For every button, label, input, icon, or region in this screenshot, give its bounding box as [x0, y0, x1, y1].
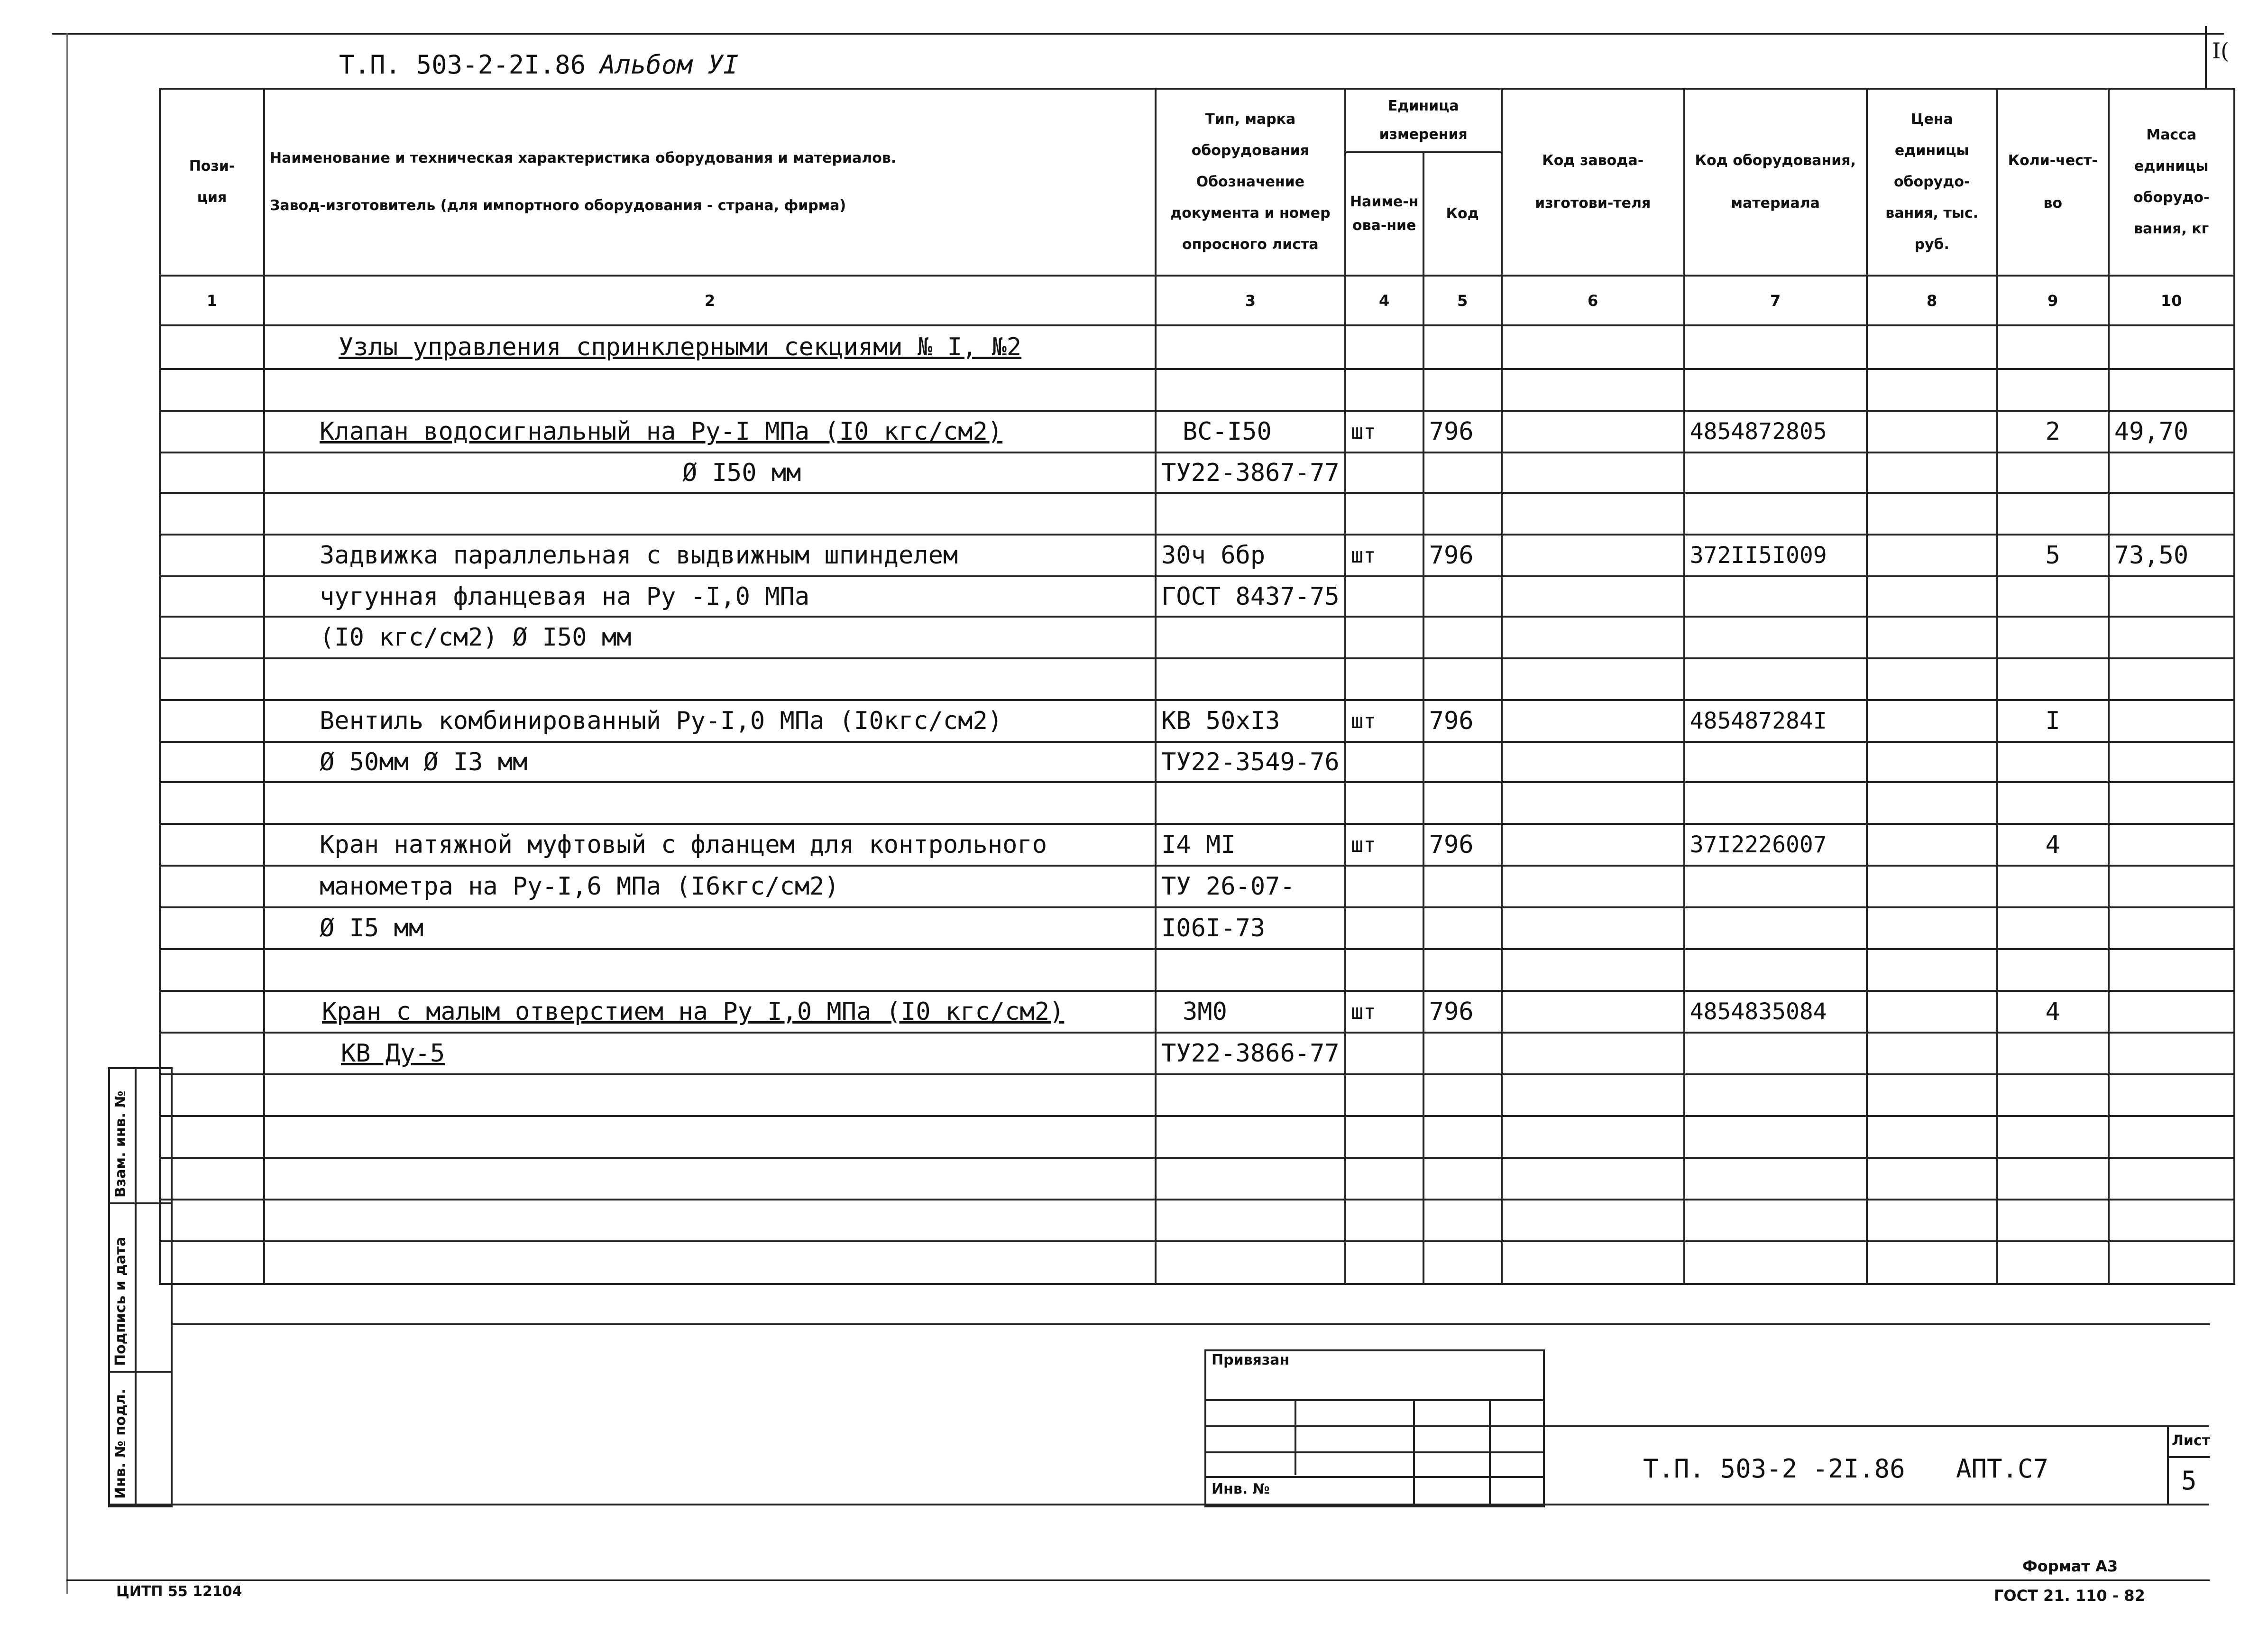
footer-gost: ГОСТ 21. 110 - 82: [1994, 1587, 2145, 1605]
footer-line: [66, 1579, 2210, 1581]
item2-unit: шт: [1345, 535, 1423, 576]
attached-row-1: [1204, 1399, 1543, 1401]
item3-qty: I: [1997, 700, 2109, 742]
side-divider-2: [108, 1371, 171, 1373]
table-row: [160, 535, 2234, 576]
table-row: [160, 369, 2234, 411]
item1-type: ВС-I50: [1156, 411, 1345, 452]
col-num-2: 2: [264, 276, 1156, 325]
table-row: [160, 700, 2234, 742]
item3-type: КВ 50хI3: [1156, 700, 1345, 742]
col-num-5: 5: [1423, 276, 1502, 325]
col-header-qty: Коли-чест-во: [1997, 89, 2109, 276]
item4-type: I4 МI: [1156, 824, 1345, 866]
table-row: [160, 824, 2234, 866]
spec-table: [159, 88, 2235, 1285]
table-row: [160, 658, 2234, 700]
col-num-10: 10: [2109, 276, 2234, 325]
col-num-8: 8: [1867, 276, 1997, 325]
item2-equip-code: 372II5I009: [1684, 535, 1867, 576]
item5-name-line1: Кран с малым отверстием на Ру I,0 МПа (I0 кгс/см2): [264, 991, 1156, 1033]
left-border: [66, 33, 68, 1594]
col-header-unit-group: Единица измерения Наиме-нова-ние Код: [1345, 89, 1502, 276]
table-row: [160, 866, 2234, 907]
table-row: [160, 493, 2234, 535]
item4-equip-code: 37I2226007: [1684, 824, 1867, 866]
attached-label: Привязан: [1212, 1352, 1290, 1368]
item1-doc: ТУ22-3867-77: [1156, 452, 1345, 493]
item5-type: 3М0: [1156, 991, 1345, 1033]
title-doc-code: Т.П. 503-2 -2I.86: [1643, 1454, 1905, 1484]
side-label-sign: Подпись и дата: [112, 1237, 129, 1366]
attached-row-4: [1204, 1476, 1543, 1478]
table-row: [160, 325, 2234, 369]
table-row: [160, 1241, 2234, 1284]
sheet-box-divider: [2167, 1456, 2210, 1458]
sheet-number: 5: [2181, 1466, 2197, 1496]
sheet-box-left: [2167, 1425, 2169, 1504]
col-header-pos: Пози- ция: [160, 89, 264, 276]
col-header-mass: Масса единицы оборудо-вания, кг: [2109, 89, 2234, 276]
item3-name-line2: Ø 50мм Ø I3 мм: [264, 742, 1156, 782]
attached-col-3: [1489, 1399, 1491, 1504]
col-num-1: 1: [160, 276, 264, 325]
table-bottom-line: [171, 1323, 2210, 1325]
table-row: [160, 452, 2234, 493]
item4-qty: 4: [1997, 824, 2109, 866]
attached-col-2: [1413, 1399, 1415, 1504]
col-number-row: [160, 276, 2234, 325]
item4-name-line1: Кран натяжной муфтовый с фланцем для контрольного: [264, 824, 1156, 866]
col-header-name: Наименование и техническая характеристика оборудования и материалов. Завод-изготовитель (для импортного оборудования - страна, фирма): [264, 89, 1156, 276]
attached-row-3: [1204, 1451, 1543, 1453]
item1-qty: 2: [1997, 411, 2109, 452]
item3-mass: [2109, 700, 2234, 742]
table-row: [160, 411, 2234, 452]
table-row: [160, 907, 2234, 949]
header-row: [160, 89, 2234, 276]
item2-qty: 5: [1997, 535, 2109, 576]
item4-unit-code: 796: [1423, 824, 1502, 866]
table-row: [160, 617, 2234, 658]
table-row: [160, 1158, 2234, 1200]
col-num-4: 4: [1345, 276, 1423, 325]
col-num-9: 9: [1997, 276, 2109, 325]
top-right-tick: [2205, 26, 2207, 88]
title-sheet-code: АПТ.С7: [1956, 1454, 2049, 1484]
side-stamp-inner: [133, 1067, 173, 1507]
item4-mass: [2109, 824, 2234, 866]
col-header-price: Цена единицы оборудо-вания, тыс. руб.: [1867, 89, 1997, 276]
table-row: [160, 742, 2234, 782]
item5-unit-code: 796: [1423, 991, 1502, 1033]
item2-type: 30ч 6бр: [1156, 535, 1345, 576]
item5-mass: [2109, 991, 2234, 1033]
item5-name-line2: КВ Ду-5: [264, 1033, 1156, 1074]
sheet-label: Лист: [2172, 1432, 2211, 1449]
item4-doc-cont: I06I-73: [1156, 907, 1345, 949]
inv-label: Инв. №: [1212, 1481, 1270, 1497]
item1-unit-code: 796: [1423, 411, 1502, 452]
item1-unit: шт: [1345, 411, 1423, 452]
footer-left: ЦИТП 55 12104: [116, 1583, 242, 1600]
item4-name-line2: манометра на Ру-I,6 МПа (I6кгс/см2): [264, 866, 1156, 907]
item1-equip-code: 4854872805: [1684, 411, 1867, 452]
col-header-equip-code: Код оборудования, материала: [1684, 89, 1867, 276]
item5-qty: 4: [1997, 991, 2109, 1033]
footer-format: Формат А3: [2022, 1557, 2118, 1575]
item4-unit: шт: [1345, 824, 1423, 866]
item3-equip-code: 485487284I: [1684, 700, 1867, 742]
col-num-6: 6: [1502, 276, 1684, 325]
item2-name-line2: чугунная фланцевая на Ру -I,0 МПа: [264, 576, 1156, 617]
col-num-7: 7: [1684, 276, 1867, 325]
item1-mass: 49,70: [2109, 411, 2234, 452]
table-row: [160, 1033, 2234, 1074]
col-header-type: Тип, марка оборудования Обозначение документа и номер опросного листа: [1156, 89, 1345, 276]
table-row: [160, 991, 2234, 1033]
table-row: [160, 949, 2234, 991]
table-row: [160, 782, 2234, 824]
col-num-3: 3: [1156, 276, 1345, 325]
item1-name-line1: Клапан водосигнальный на Ру-I МПа (I0 кгс/см2): [264, 411, 1156, 452]
doc-ref: Т.П. 503-2-2I.86: [339, 50, 586, 80]
table-row: [160, 1116, 2234, 1158]
item5-unit: шт: [1345, 991, 1423, 1033]
album-label: Альбом УI: [600, 50, 739, 80]
attached-col-1: [1295, 1399, 1296, 1475]
item3-doc: ТУ22-3549-76: [1156, 742, 1345, 782]
side-divider-1: [108, 1202, 171, 1204]
item3-unit: шт: [1345, 700, 1423, 742]
item4-name-line3: Ø I5 мм: [264, 907, 1156, 949]
item3-unit-code: 796: [1423, 700, 1502, 742]
table-row: [160, 1200, 2234, 1241]
item5-doc: ТУ22-3866-77: [1156, 1033, 1345, 1074]
attached-row-2: [1204, 1425, 1543, 1427]
item2-mass: 73,50: [2109, 535, 2234, 576]
item1-name-line2: Ø I50 мм: [264, 452, 1156, 493]
table-row: [160, 576, 2234, 617]
item5-equip-code: 4854835084: [1684, 991, 1867, 1033]
top-border: [52, 33, 2224, 35]
item2-name-line1: Задвижка параллельная с выдвижным шпинделем: [264, 535, 1156, 576]
side-label-inv-orig: Инв. № подл.: [112, 1388, 129, 1499]
title-block-top: [1543, 1425, 2209, 1427]
page-mark: I(: [2212, 38, 2230, 64]
col-header-maker-code: Код завода-изготови-теля: [1502, 89, 1684, 276]
side-label-vzam: Взам. инв. №: [112, 1090, 129, 1198]
section-title: Узлы управления спринклерными секциями № I, №2: [264, 325, 1156, 369]
table-row: [160, 1074, 2234, 1116]
bottom-frame-line: [108, 1504, 2209, 1505]
item2-doc: ГОСТ 8437-75: [1156, 576, 1345, 617]
item2-unit-code: 796: [1423, 535, 1502, 576]
item2-name-line3: (I0 кгс/см2) Ø I50 мм: [264, 617, 1156, 658]
item3-name-line1: Вентиль комбинированный Ру-I,0 МПа (I0кгс/см2): [264, 700, 1156, 742]
item4-doc: ТУ 26-07-: [1156, 866, 1345, 907]
